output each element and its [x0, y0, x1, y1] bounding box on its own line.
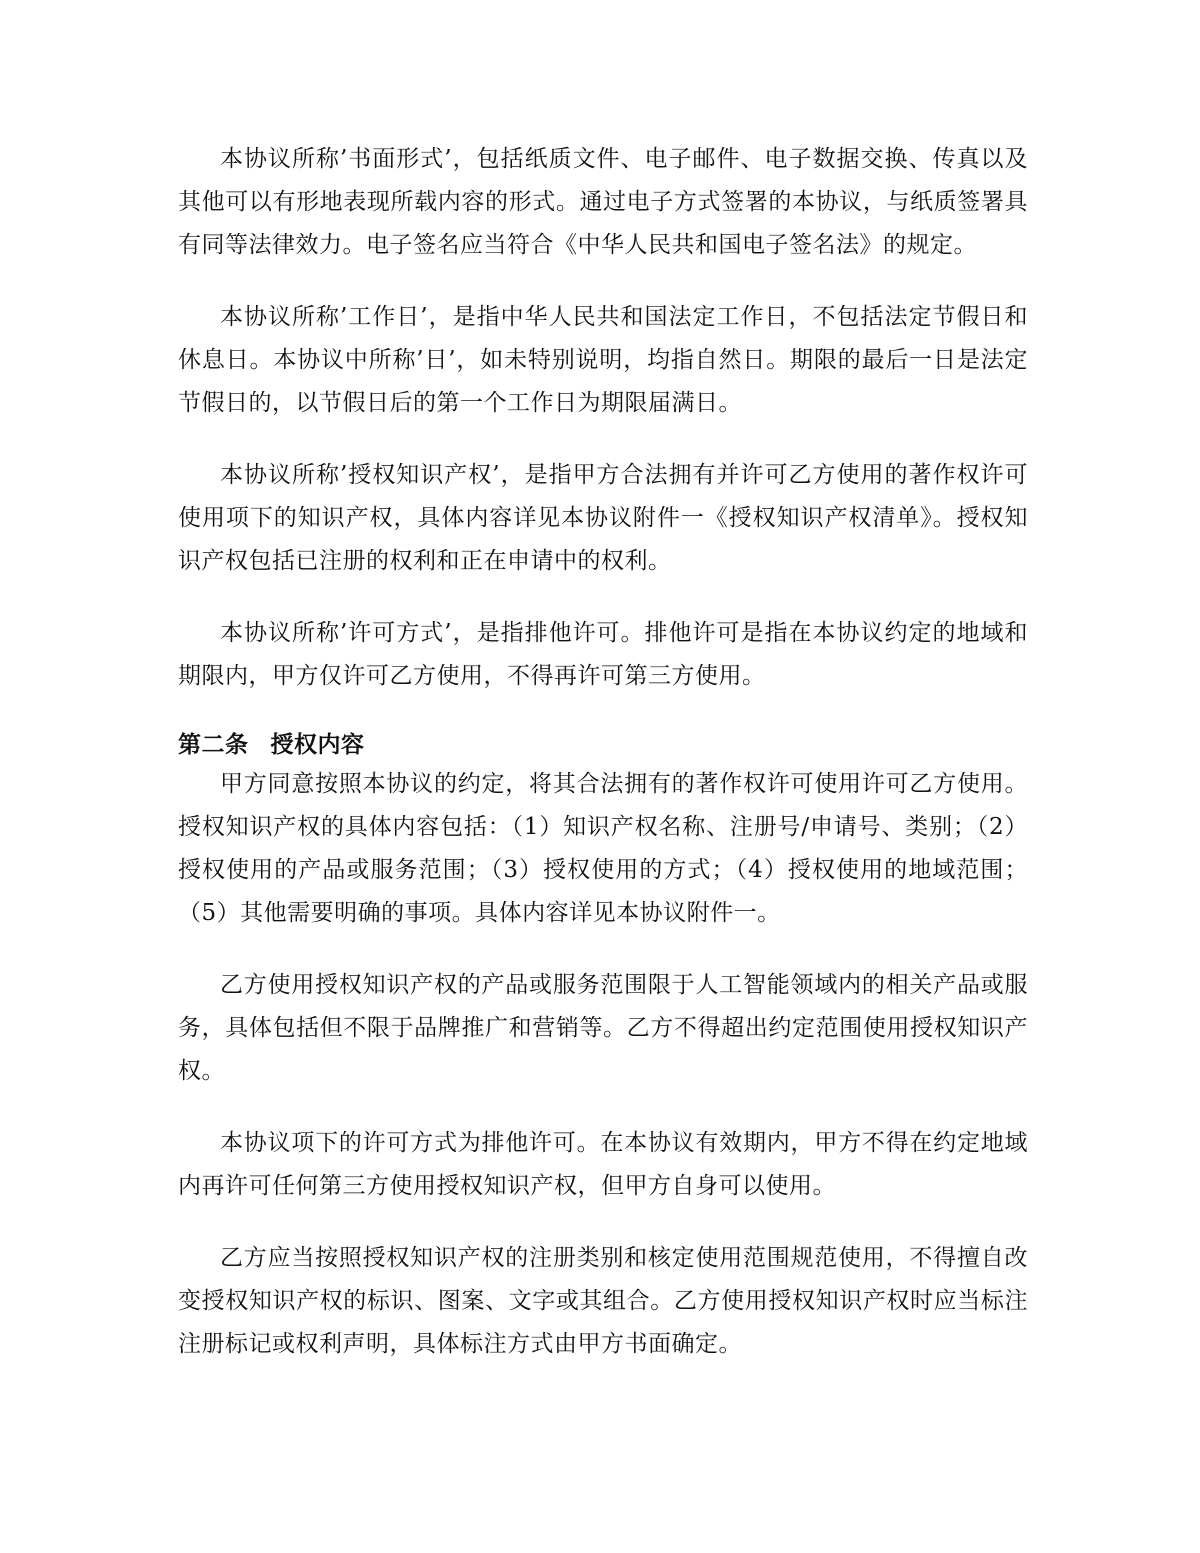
paragraph-usage-scope: 乙方使用授权知识产权的产品或服务范围限于人工智能领域内的相关产品或服务，具体包括但不限于品牌推广和营销等。乙方不得超出约定范围使用授权知识产权。 — [178, 972, 1028, 1084]
paragraph-licensed-ip: 本协议所称’授权知识产权’，是指甲方合法拥有并许可乙方使用的著作权许可使用项下的知识产权，具体内容详见本协议附件一《授权知识产权清单》。授权知识产权包括已注册的权利和正在申请中的权利。 — [178, 462, 1028, 574]
paragraph-working-day: 本协议所称’工作日’，是指中华人民共和国法定工作日，不包括法定节假日和休息日。本协议中所称’日’，如未特别说明，均指自然日。期限的最后一日是法定节假日的，以节假日后的第一个工作日为期限届满日。 — [178, 304, 1028, 416]
paragraph-written-form: 本协议所称’书面形式’，包括纸质文件、电子邮件、电子数据交换、传真以及其他可以有形地表现所载内容的形式。通过电子方式签署的本协议，与纸质签署具有同等法律效力。电子签名应当符合《中华人民共和国电子签名法》的规定。 — [178, 146, 1028, 258]
paragraph-exclusive-license: 本协议项下的许可方式为排他许可。在本协议有效期内，甲方不得在约定地域内再许可任何第三方使用授权知识产权，但甲方自身可以使用。 — [178, 1130, 1028, 1199]
paragraph-grant-content: 甲方同意按照本协议的约定，将其合法拥有的著作权许可使用许可乙方使用。授权知识产权的具体内容包括：（1）知识产权名称、注册号/申请号、类别；（2）授权使用的产品或服务范围；（3）授权使用的方式；（4）授权使用的地域范围；（5）其他需要明确的事项。具体内容详见本协议附件一。 — [178, 771, 1028, 926]
section-heading — [178, 727, 1028, 763]
paragraph-license-mode: 本协议所称’许可方式’，是指排他许可。排他许可是指在本协议约定的地域和期限内，甲方仅许可乙方使用，不得再许可第三方使用。 — [178, 620, 1028, 689]
section-number: 第二条 — [178, 732, 249, 758]
paragraph-usage-norms: 乙方应当按照授权知识产权的注册类别和核定使用范围规范使用，不得擅自改变授权知识产权的标识、图案、文字或其组合。乙方使用授权知识产权时应当标注注册标记或权利声明，具体标注方式由甲方书面确定。 — [178, 1245, 1028, 1357]
document-page — [178, 138, 1028, 1395]
section-title: 授权内容 — [270, 732, 365, 758]
